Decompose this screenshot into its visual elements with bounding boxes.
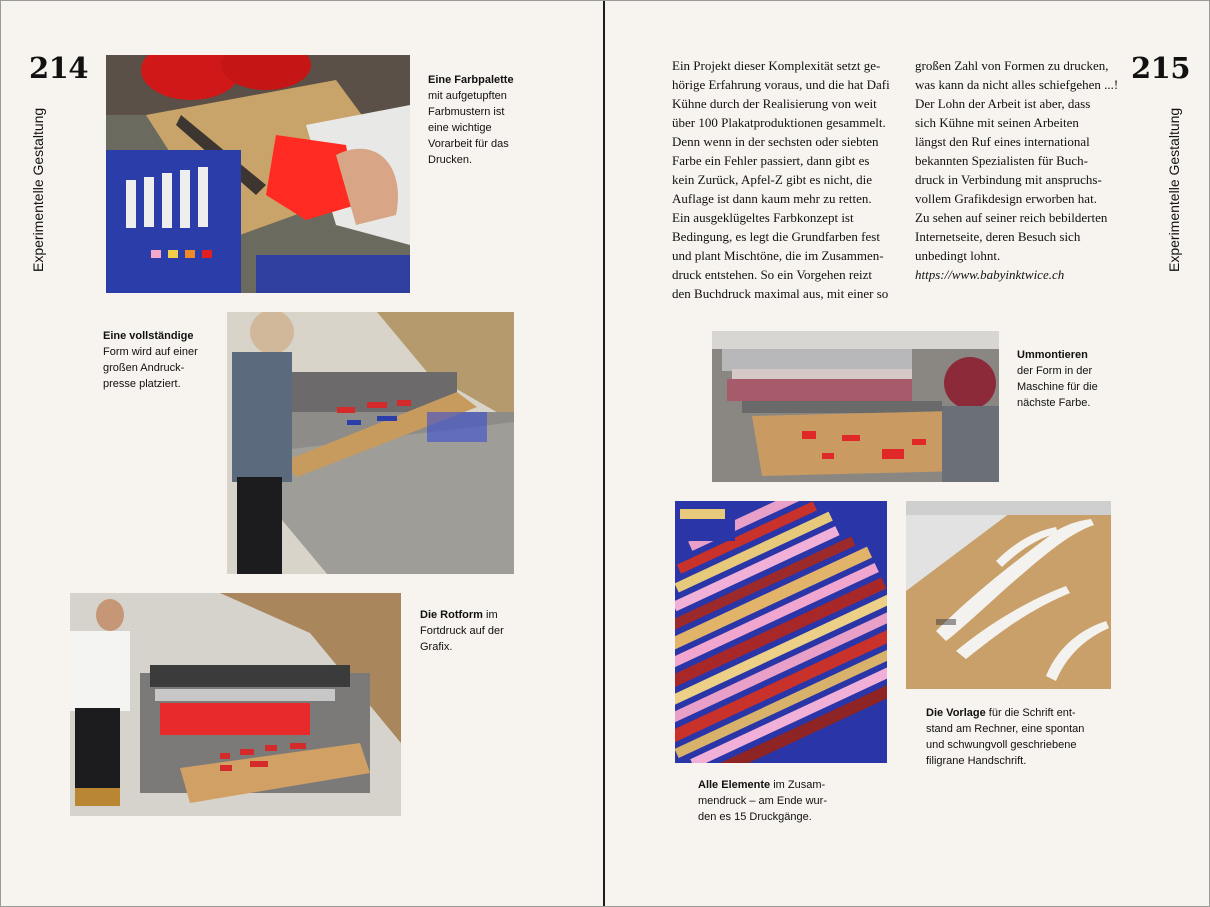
caption-full-form: Eine vollständige Form wird auf einer großen Andruck- presse platziert. (103, 330, 198, 390)
photo-remounting (712, 331, 999, 482)
page-number-right: 215 (1131, 51, 1191, 85)
book-gutter (603, 0, 605, 907)
caption-palette: Eine Farbpalette mit aufgetupften Farbmustern ist eine wichtige Vorarbeit für das Drucken. (428, 74, 514, 166)
photo-template (906, 501, 1111, 689)
photo-color-palette (106, 55, 410, 293)
page-number-left: 214 (29, 51, 89, 85)
section-label-right: Experimentelle Gestaltung (1166, 107, 1182, 272)
section-label-left: Experimentelle Gestaltung (30, 107, 46, 272)
photo-proof-press (227, 312, 514, 574)
caption-red-form: Die Rotform im Fortdruck auf der Grafix. (420, 609, 504, 653)
photo-red-form (70, 593, 401, 816)
caption-template: Die Vorlage für die Schrift ent- stand am Rechner, eine spontan und schwungvoll geschriebene filigrane Handschrift. (926, 707, 1085, 767)
caption-all-elements: Alle Elemente im Zusam- mendruck – am Ende wur- den es 15 Druckgänge. (698, 779, 827, 823)
photo-all-elements (675, 501, 887, 763)
caption-remounting: Ummontieren der Form in der Maschine für die nächste Farbe. (1017, 349, 1098, 409)
body-text-column-1: Ein Projekt dieser Komplexität setzt ge- hörige Erfahrung voraus, und die hat Dafi Kühne durch der Realisierung von weit über 100 Plakatproduktionen gesammelt. Denn wenn in der sechsten oder siebten Farbe ein Fehler passiert, dann gibt es kein Zurück, Apfel-Z gibt es nicht, die Auflage ist dann kaum mehr zu retten. Ein ausgeklügeltes Farbkonzept ist Bedingung, es legt die Grundfarben fest und plant Mischtöne, die im Zusammen- druck entstehen. So ein Vorgehen reizt den Buchdruck maximal aus, mit einer so (672, 58, 890, 301)
website-link[interactable]: https://www.babyinktwice.ch (915, 267, 1065, 282)
body-text-column-2: großen Zahl von Formen zu drucken, was kann da nicht alles schiefgehen ...! Der Lohn der Arbeit ist aber, dass sich Kühne mit seinen Arbeiten längst den Ruf eines international bekannten Spezialisten für Buch- druck in Verbindung mit anspruchs- vollem Grafikdesign erworben hat. Zu sehen auf seiner reich bebilderten Internetseite, deren Besuch sich unbedingt lohnt. https://www.babyinktwice.ch (915, 58, 1119, 282)
